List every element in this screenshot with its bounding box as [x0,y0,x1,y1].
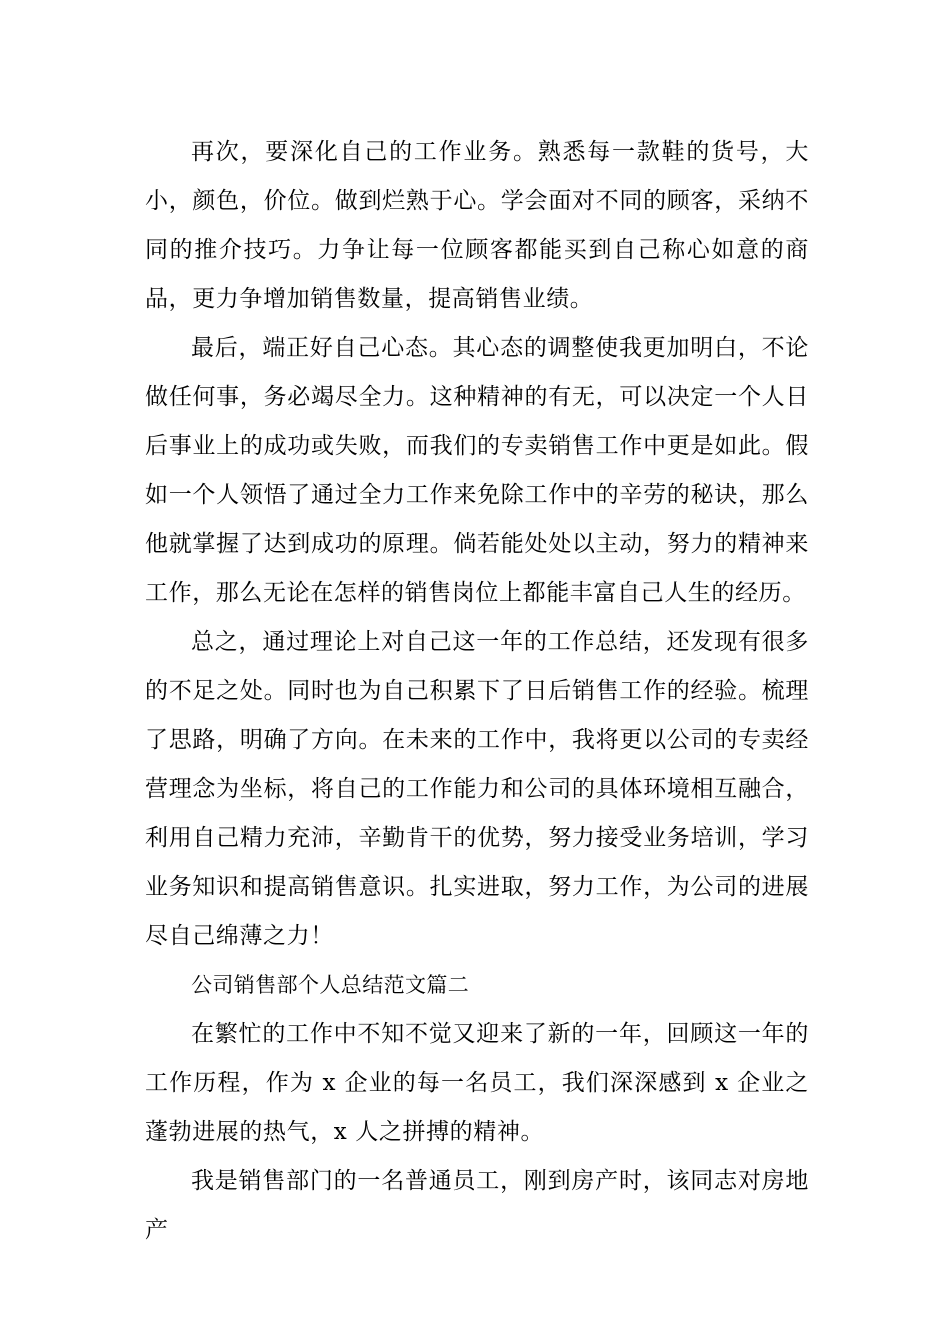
paragraph-conclusion: 总之，通过理论上对自己这一年的工作总结，还发现有很多的不足之处。同时也为自己积累下了日后销售工作的经验。梳理了思路，明确了方向。在未来的工作中，我将更以公司的专卖经营理念为坐标，将自己的工作能力和公司的具体环境相互融合，利用自己精力充沛，辛勤肯干的优势，努力接受业务培训，学习业务知识和提高销售意识。扎实进取，努力工作，为公司的进展尽自己绵薄之力！ [145,629,809,949]
paragraph-sales-employee: 我是销售部门的一名普通员工，刚到房产时，该同志对房地产 [145,1168,809,1243]
paragraph-deepen-business: 再次，要深化自己的工作业务。熟悉每一款鞋的货号，大小，颜色，价位。做到烂熟于心。学会面对不同的顾客，采纳不同的推介技巧。力争让每一位顾客都能买到自己称心如意的商品，更力争增加销售数量，提高销售业绩。 [145,139,809,312]
document-body [145,128,809,1255]
section-heading: 公司销售部个人总结范文篇二 [191,973,470,997]
paragraph-attitude: 最后，端正好自己心态。其心态的调整使我更加明白，不论做任何事，务必竭尽全力。这种精神的有无，可以决定一个人日后事业上的成功或失败，而我们的专卖销售工作中更是如此。假如一个人领悟了通过全力工作来免除工作中的辛劳的秘诀，那么他就掌握了达到成功的原理。倘若能处处以主动，努力的精神来工作，那么无论在怎样的销售岗位上都能丰富自己人生的经历。 [145,335,809,606]
paragraph-new-year: 在繁忙的工作中不知不觉又迎来了新的一年，回顾这一年的工作历程，作为 x 企业的每一名员工，我们深深感到 x 企业之蓬勃进展的热气，x 人之拼搏的精神。 [145,1021,809,1145]
